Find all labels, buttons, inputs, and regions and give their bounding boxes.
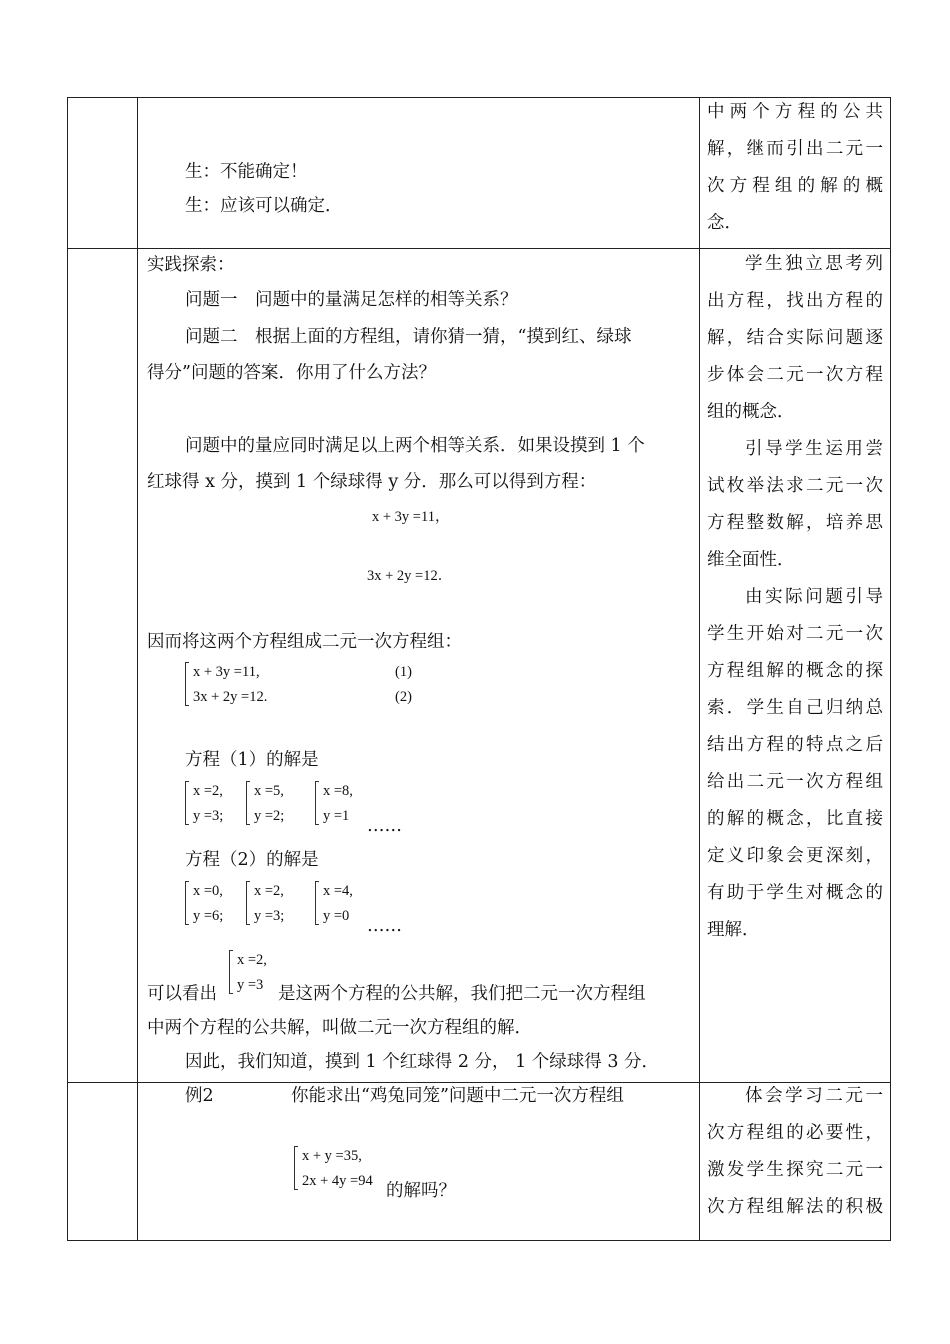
example-label: 例2 <box>185 1086 214 1106</box>
ellipsis-2: …… <box>367 916 402 936</box>
row3-design-notes: 体会学习二元一 次方程组的必要性， 激发学生探究二元一 次方程组解法的积极 <box>707 1086 883 1217</box>
table-left-border <box>67 97 68 1241</box>
equation-number-1: (1) <box>395 664 412 680</box>
question-one: 问题一 问题中的量满足怎样的相等关系？ <box>185 290 518 310</box>
example-question: 你能求出“鸡兔同笼”问题中二元一次方程组 <box>291 1086 624 1106</box>
brace <box>185 662 191 706</box>
paragraph-system-intro: 因而将这两个方程组成二元一次方程组： <box>147 632 462 652</box>
student-reply-1: 生：不能确定！ <box>185 162 308 182</box>
conclusion-line: 因此，我们知道，摸到 1 个红球得 2 分， 1 个绿球得 3 分． <box>185 1052 660 1072</box>
question-two-line1: 问题二 根据上面的方程组，请你猜一猜，“摸到红、绿球 <box>185 327 632 347</box>
lesson-plan-table: 生：不能确定！ 生：应该可以确定． 中两个方程的公共 解，继而引出二元一 次方程组的解的概 念． 实践探索： 问题一 问题中的量满足怎样的相等关系？ 问题二 根据上面的方程组，请你猜一猜，“摸到红、绿球 得分”问题的答案．你用了什么方法？ 问题中的量应同时满足以上两个相等关系．如果设摸到 1 个 红球得 x 分，摸到 1 个绿球得 y 分．那么可以得到方程： x + 3y =11， 3x + 2y =12． 因而将这两个方程组成二元一次方程组： x + 3y =11, 3x + 2y =12. (1) (2) 方程（1）的解是 x =2, y =3; x =5, y =2; x =8, y =1 …… 方程（2）的解是 x =0, y =6; x =2, y =3; x =4, y =0 …… 可以看出 x =2, y =3 是这两个方程的公共解，我们把二元一次方程组 中两个方程的公共解，叫做二元一次方程组的解． 因此，我们知道，摸到 1 个红球得 2 分， 1 个绿球得 3 分． 学生独立思考列 出方程，找出方程的 解，结合实际问题逐 步体会二元一次方程 组的概念． 引导学生运用尝 试枚举法求二元一次 方程整数解，培养思 维全面性． 由实际问题引导 学生开始对二元一次 方程组解的概念的探 索．学生自己归纳总 结出方程的特点之后 给出二元一次方程组 的解的概念，比直接 定义印象会更深刻， 有助于学生对概念的 理解． 例2 你能求出“鸡兔同笼”问题中二元一次方程组 x + y =35, 2x + 4y =94 的解吗？ 体会学习二元一 次方程组的必要性， 激发学生探究二元一 次方程组解法的积极 <box>67 97 891 1241</box>
equation-2: 3x + 2y =12． <box>367 568 453 584</box>
ellipsis-1: …… <box>367 816 402 836</box>
example-tail: 的解吗？ <box>386 1181 456 1201</box>
column-divider-1 <box>137 97 138 1241</box>
student-reply-2: 生：应该可以确定． <box>185 196 343 216</box>
question-two-line2: 得分”问题的答案．你用了什么方法？ <box>147 363 436 383</box>
column-divider-2 <box>699 97 700 1241</box>
equation-number-2: (2) <box>395 689 412 705</box>
practice-heading: 实践探索： <box>147 255 235 275</box>
row2-design-notes: 学生独立思考列 出方程，找出方程的 解，结合实际问题逐 步体会二元一次方程 组的概念． 引导学生运用尝 试枚举法求二元一次 方程整数解，培养思 维全面性． 由实际问题引导 学生开始对二元一次 方程组解的概念的探 索．学生自己归纳总 结出方程的特点之后 给出二元一次方程组 的解的概念，比直接 定义印象会更深刻， 有助于学生对概念的 理解． <box>707 254 883 940</box>
solutions-1-label: 方程（1）的解是 <box>185 750 319 770</box>
common-solution-post: 是这两个方程的公共解，我们把二元一次方程组 <box>278 984 646 1004</box>
paragraph-line1: 问题中的量应同时满足以上两个相等关系．如果设摸到 1 个 <box>185 436 645 456</box>
solutions-2-label: 方程（2）的解是 <box>185 850 319 870</box>
paragraph-line2: 红球得 x 分，摸到 1 个绿球得 y 分．那么可以得到方程： <box>147 472 597 492</box>
table-right-border <box>890 97 891 1241</box>
table-bottom-border <box>67 1240 891 1241</box>
common-solution-pre: 可以看出 <box>147 984 217 1004</box>
equation-1: x + 3y =11， <box>372 509 450 525</box>
row1-design-notes: 中两个方程的公共 解，继而引出二元一 次方程组的解的概 念． <box>707 102 883 233</box>
definition-line: 中两个方程的公共解，叫做二元一次方程组的解． <box>147 1018 532 1038</box>
